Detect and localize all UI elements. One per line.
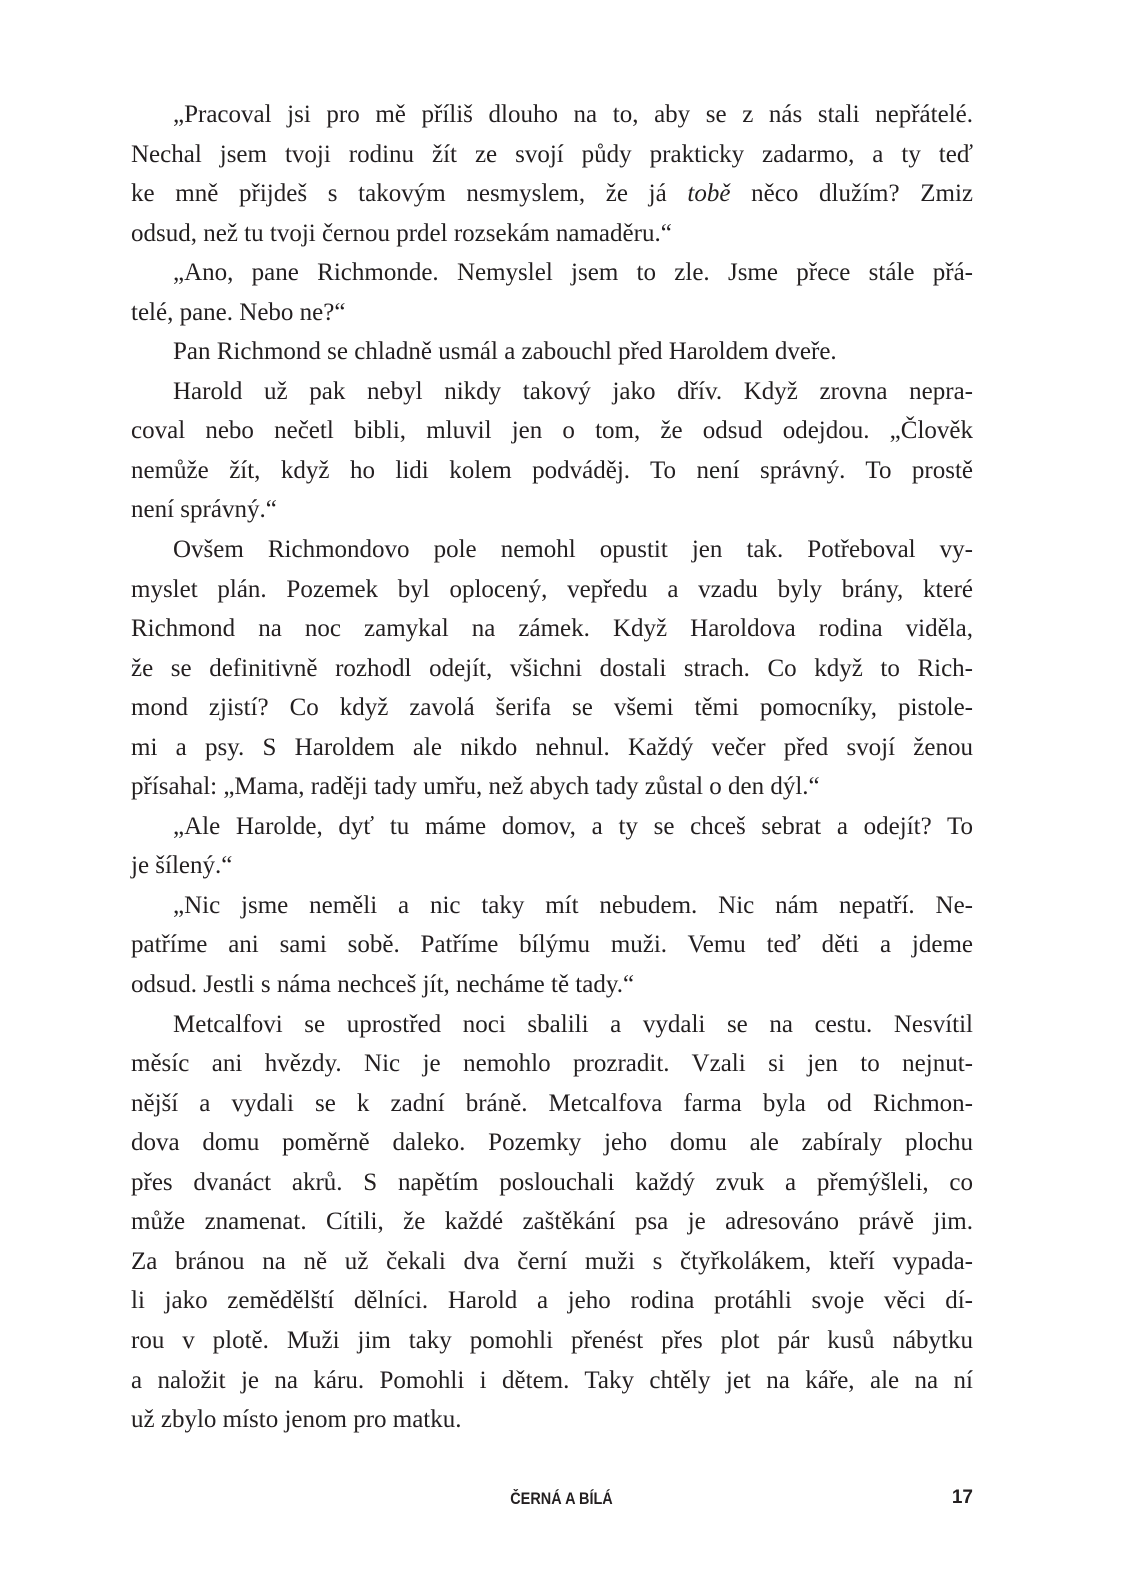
emphasis: tobě [687,180,731,208]
text-line: Metcalfovi se uprostřed noci sbalili a vydali se na cestu. Nesvítil [173,1010,973,1038]
text-line: nemůže žít, když ho lidi kolem podváděj. To není správný. To prostě [131,456,973,484]
text-line: nější a vydali se k zadní bráně. Metcalfova farma byla od Richmon- [131,1089,973,1117]
body-text [131,95,973,1440]
text-line: může znamenat. Cítili, že každé zaštěkání psa je adresováno právě jim. [131,1208,973,1236]
text-line: je šílený.“ [131,852,233,880]
text-line: Pan Richmond se chladně usmál a zabouchl před Haroldem dveře. [173,338,837,366]
text-line: že se definitivně rozhodl odejít, všichni dostali strach. Co když to Rich- [131,654,973,682]
text-line: Za bránou na ně už čekali dva černí muži s čtyřkolákem, kteří vypada- [131,1247,973,1275]
text-line: už zbylo místo jenom pro matku. [131,1406,462,1434]
text-line: odsud. Jestli s náma nechceš jít, necháme tě tady.“ [131,971,635,999]
text-line: mi a psy. S Haroldem ale nikdo nehnul. Každý večer před svojí ženou [131,733,973,761]
text-line: rou v plotě. Muži jim taky pomohli přenést přes plot pár kusů nábytku [131,1326,973,1354]
text-line: „Nic jsme neměli a nic taky mít nebudem. Nic nám nepatří. Ne- [173,891,973,919]
text-line: „Ano, pane Richmonde. Nemyslel jsem to zle. Jsme přece stále přá- [173,259,973,287]
text-line: přes dvanáct akrů. S napětím poslouchali každý zvuk a přemýšleli, co [131,1168,973,1196]
text-line: myslet plán. Pozemek byl oplocený, vepředu a vzadu byly brány, které [131,575,973,603]
text-line: mond zjistí? Co když zavolá šerifa se všemi těmi pomocníky, pistole- [131,694,973,722]
text-line [131,174,973,214]
text-line: telé, pane. Nebo ne?“ [131,298,346,326]
text-line: Harold už pak nebyl nikdy takový jako dřív. Když zrovna nepra- [173,377,973,405]
text-line: Richmond na noc zamykal na zámek. Když Haroldova rodina viděla, [131,615,973,643]
text-line: a naložit je na káru. Pomohli i dětem. Taky chtěly jet na káře, ale na ní [131,1366,973,1394]
text-line: li jako zemědělští dělníci. Harold a jeho rodina protáhli svoje věci dí- [131,1287,973,1315]
text-line: „Pracoval jsi pro mě příliš dlouho na to, aby se z nás stali nepřátelé. [173,101,973,128]
text-line: Ovšem Richmondovo pole nemohl opustit jen tak. Potřeboval vy- [173,536,973,564]
text-line: „Ale Harolde, dyť tu máme domov, a ty se chceš sebrat a odejít? To [173,812,973,840]
running-footer-title: ČERNÁ A BÍLÁ [510,1489,613,1508]
page-number: 17 [951,1487,973,1508]
text-segment: něco dlužím? Zmiz [730,180,974,208]
text-segment: ke mně přijdeš s takovým nesmyslem, že já [131,180,688,208]
text-line: patříme ani sami sobě. Patříme bílýmu muži. Vemu teď děti a jdeme [131,931,973,959]
text-line: Nechal jsem tvoji rodinu žít ze svojí půdy prakticky zadarmo, a ty teď [131,140,973,168]
text-line: odsud, než tu tvoji černou prdel rozsekám namaděru.“ [131,219,672,247]
text-line: dova domu poměrně daleko. Pozemky jeho domu ale zabíraly plochu [131,1129,973,1157]
text-line: měsíc ani hvězdy. Nic je nemohlo prozradit. Vzali si jen to nejnut- [131,1050,973,1078]
text-line: přísahal: „Mama, raději tady umřu, než abych tady zůstal o den dýl.“ [131,773,820,801]
text-line: není správný.“ [131,496,277,524]
text-line: coval nebo nečetl bibli, mluvil jen o tom, že odsud odejdou. „Člověk [131,417,973,445]
